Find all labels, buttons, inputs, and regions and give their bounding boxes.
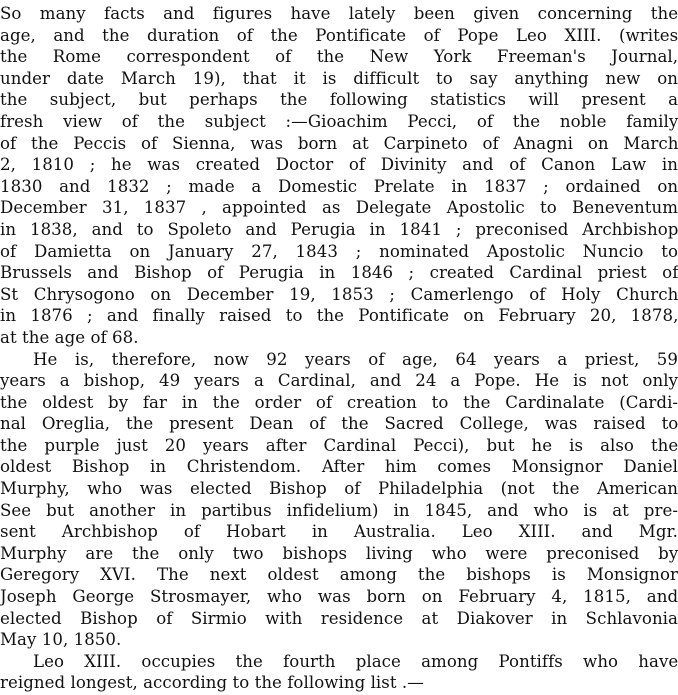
text-line: the oldest by far in the order of creation to the Cardinalate (Cardi-	[0, 392, 678, 412]
text-line: Geregory XVI. The next oldest among the bishops is Monsignor	[0, 565, 678, 585]
text-line: Murphy, who was elected Bishop of Philadelphia (not the American	[0, 479, 678, 499]
text-line: He is, therefore, now 92 years of age, 64 years a priest, 59	[33, 349, 678, 369]
text-line: in 1876 ; and finally raised to the Pontificate on February 20, 1878,	[0, 306, 678, 326]
text-line: Brussels and Bishop of Perugia in 1846 ; created Cardinal priest of	[0, 263, 678, 283]
text-line: Murphy are the only two bishops living who were preconised by	[0, 543, 678, 563]
text-line: 2, 1810 ; he was created Doctor of Divinity and of Canon Law in	[0, 155, 678, 175]
text-line: the subject, but perhaps the following statistics will present a	[0, 90, 678, 110]
text-line: sent Archbishop of Hobart in Australia. Leo XIII. and Mgr.	[0, 522, 678, 542]
text-line: oldest Bishop in Christendom. After him comes Monsignor Daniel	[0, 457, 678, 477]
text-line: Joseph George Strosmayer, who was born on February 4, 1815, and	[0, 587, 678, 607]
text-line: under date March 19), that it is difficult to say anything new on	[0, 68, 678, 88]
text-line: of the Peccis of Sienna, was born at Carpineto of Anagni on March	[0, 133, 678, 153]
text-line: nal Oreglia, the present Dean of the Sacred College, was raised to	[0, 414, 678, 434]
text-line: fresh view of the subject :—Gioachim Pecci, of the noble family	[0, 111, 678, 131]
text-line: 1830 and 1832 ; made a Domestic Prelate in 1837 ; ordained on	[0, 176, 678, 196]
text-line: So many facts and figures have lately been given concerning the	[0, 4, 678, 23]
text-line: the purple just 20 years after Cardinal Pecci), but he is also the	[0, 435, 678, 455]
text-line: of Damietta on January 27, 1843 ; nominated Apostolic Nuncio to	[0, 241, 678, 261]
text-line: St Chrysogono on December 19, 1853 ; Camerlengo of Holy Church	[0, 284, 678, 304]
text-line: elected Bishop of Sirmio with residence at Diakover in Schlavonia	[0, 608, 678, 628]
paragraph-1	[0, 3, 678, 349]
text-line: December 31, 1837 , appointed as Delegate Apostolic to Beneventum	[0, 198, 678, 218]
text-line: the Rome correspondent of the New York Freeman's Journal,	[0, 47, 678, 67]
text-line: at the age of 68.	[0, 327, 139, 347]
text-line: reigned longest, according to the following list .—	[0, 673, 424, 693]
text-line: age, and the duration of the Pontificate of Pope Leo XIII. (writes	[0, 25, 678, 45]
text-line: in 1838, and to Spoleto and Perugia in 1841 ; preconised Archbishop	[0, 219, 678, 239]
text-line: years a bishop, 49 years a Cardinal, and 24 a Pope. He is not only	[0, 371, 678, 391]
text-line: See but another in partibus infidelium) in 1845, and who is at pre-	[0, 500, 678, 520]
text-line: May 10, 1850.	[0, 630, 122, 650]
text-line: Leo XIII. occupies the fourth place among Pontiffs who have	[33, 651, 678, 671]
paragraph-3	[0, 651, 678, 694]
paragraph-2	[0, 349, 678, 651]
